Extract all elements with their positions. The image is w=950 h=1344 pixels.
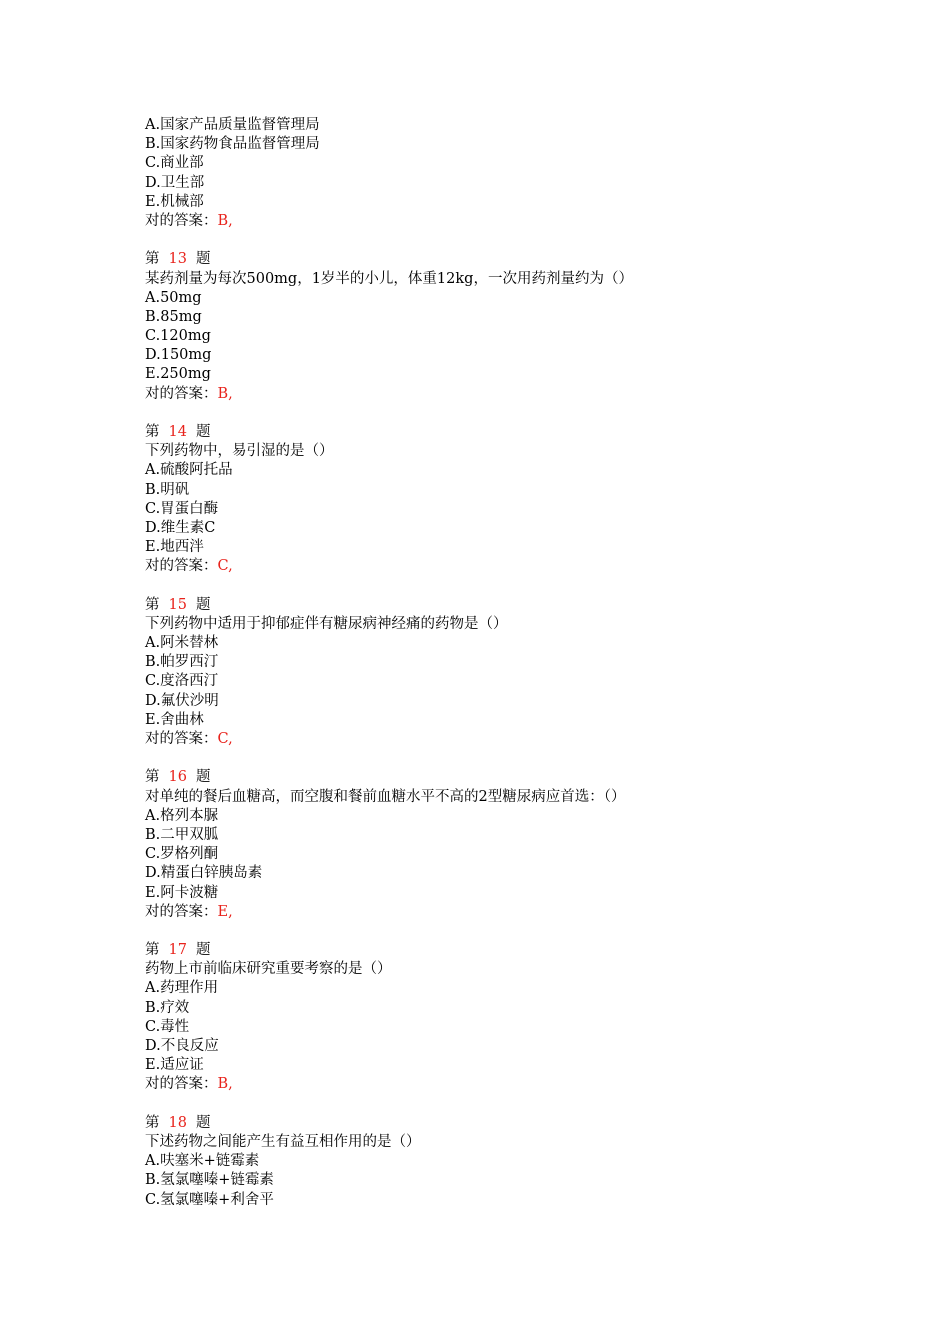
answer-label: 对的答案： — [145, 558, 218, 575]
answer-line — [145, 1075, 845, 1094]
answer-line — [145, 903, 845, 922]
question-suffix: 题 — [195, 1114, 211, 1131]
option-line: E.地西泮 — [145, 539, 204, 556]
option-line: B.二甲双胍 — [145, 826, 219, 843]
question-block — [145, 768, 845, 922]
option-line: A.50mg — [145, 289, 202, 306]
option-line: E.机械部 — [145, 193, 204, 210]
answer-line — [145, 385, 845, 404]
question-suffix: 题 — [195, 942, 211, 959]
option-line: B.帕罗西汀 — [145, 654, 219, 671]
question-suffix: 题 — [195, 769, 211, 786]
answer-label: 对的答案： — [145, 903, 218, 920]
question-stem: 下列药物中适用于抑郁症伴有糖尿病神经痛的药物是（） — [145, 615, 508, 632]
option-line: B.85mg — [145, 308, 202, 325]
question-header — [145, 941, 845, 960]
spacer — [145, 577, 845, 596]
answer-value: C, — [217, 558, 233, 575]
option-line: A.硫酸阿托品 — [145, 462, 233, 479]
answer-label: 对的答案： — [145, 731, 218, 747]
answer-value: B, — [217, 385, 233, 402]
question-header — [145, 250, 845, 269]
option-line: B.明矾 — [145, 481, 190, 498]
option-line: A.呋塞米+链霉素 — [145, 1153, 260, 1170]
question-stem: 某药剂量为每次500mg，1岁半的小儿，体重12kg，一次用药剂量约为（） — [145, 270, 633, 287]
question-number: 16 — [168, 769, 187, 786]
question-block — [145, 596, 845, 750]
option-line: C.120mg — [145, 328, 211, 345]
option-line: A.格列本脲 — [145, 807, 219, 824]
question-stem: 下述药物之间能产生有益互相作用的是（） — [145, 1133, 421, 1150]
option-line: B.氢氯噻嗪+链霉素 — [145, 1172, 274, 1189]
answer-value: C, — [217, 731, 233, 747]
question-prefix: 第 — [145, 424, 160, 440]
option-line: E.250mg — [145, 366, 211, 383]
question-stem: 药物上市前临床研究重要考察的是（） — [145, 961, 392, 978]
option-line: D.维生素C — [145, 519, 216, 536]
question-header — [145, 768, 845, 787]
option-line: E.舍曲林 — [145, 711, 204, 728]
question-prefix: 第 — [145, 1114, 160, 1131]
question-suffix: 题 — [195, 251, 211, 268]
option-line: A.国家产品质量监督管理局 — [145, 117, 320, 133]
spacer — [145, 1095, 845, 1114]
option-line: D.精蛋白锌胰岛素 — [145, 865, 263, 882]
question-stem: 下列药物中，易引湿的是（） — [145, 443, 334, 460]
option-line: C.氢氯噻嗪+利舍平 — [145, 1191, 274, 1208]
spacer — [145, 922, 845, 941]
option-line: E.阿卡波糖 — [145, 884, 219, 901]
question-block — [145, 941, 845, 1095]
option-line: B.国家药物食品监督管理局 — [145, 136, 320, 153]
question-number: 13 — [168, 251, 187, 268]
option-line: C.罗格列酮 — [145, 846, 219, 863]
spacer — [145, 749, 845, 768]
option-line: A.阿米替林 — [145, 635, 219, 652]
question-number: 18 — [168, 1114, 187, 1131]
option-line: B.疗效 — [145, 999, 190, 1016]
option-line: A.药理作用 — [145, 980, 219, 997]
option-line: D.不良反应 — [145, 1038, 219, 1054]
option-line: D.氟伏沙明 — [145, 692, 219, 709]
question-number: 14 — [168, 424, 187, 440]
question-header — [145, 596, 845, 615]
answer-value: B, — [217, 212, 233, 229]
spacer — [145, 231, 845, 250]
option-line: D.卫生部 — [145, 174, 205, 191]
spacer — [145, 404, 845, 423]
question-stem: 对单纯的餐后血糖高，而空腹和餐前血糖水平不高的2型糖尿病应首选：（） — [145, 788, 626, 805]
question-prefix: 第 — [145, 596, 160, 613]
answer-label: 对的答案： — [145, 385, 218, 402]
exam-document — [145, 116, 845, 1210]
question-header — [145, 1114, 845, 1133]
answer-value: E, — [217, 903, 233, 920]
question-suffix: 题 — [195, 424, 211, 440]
option-line: C.胃蛋白酶 — [145, 500, 219, 517]
answer-line — [145, 730, 845, 749]
option-line: C.毒性 — [145, 1018, 190, 1035]
question-prefix: 第 — [145, 251, 160, 268]
question-block-partial — [145, 116, 845, 231]
question-block — [145, 1114, 845, 1210]
question-suffix: 题 — [195, 596, 211, 613]
question-prefix: 第 — [145, 769, 160, 786]
question-number: 15 — [168, 596, 187, 613]
answer-label: 对的答案： — [145, 1076, 218, 1093]
question-prefix: 第 — [145, 942, 160, 959]
option-line: E.适应证 — [145, 1057, 204, 1074]
answer-value: B, — [217, 1076, 233, 1093]
question-number: 17 — [168, 942, 187, 959]
question-block — [145, 423, 845, 577]
option-line: D.150mg — [145, 347, 212, 364]
question-block — [145, 250, 845, 404]
option-line: C.商业部 — [145, 155, 204, 172]
question-header — [145, 423, 845, 442]
answer-label: 对的答案： — [145, 212, 218, 229]
option-line: C.度洛西汀 — [145, 673, 219, 690]
answer-line — [145, 212, 845, 231]
answer-line — [145, 557, 845, 576]
